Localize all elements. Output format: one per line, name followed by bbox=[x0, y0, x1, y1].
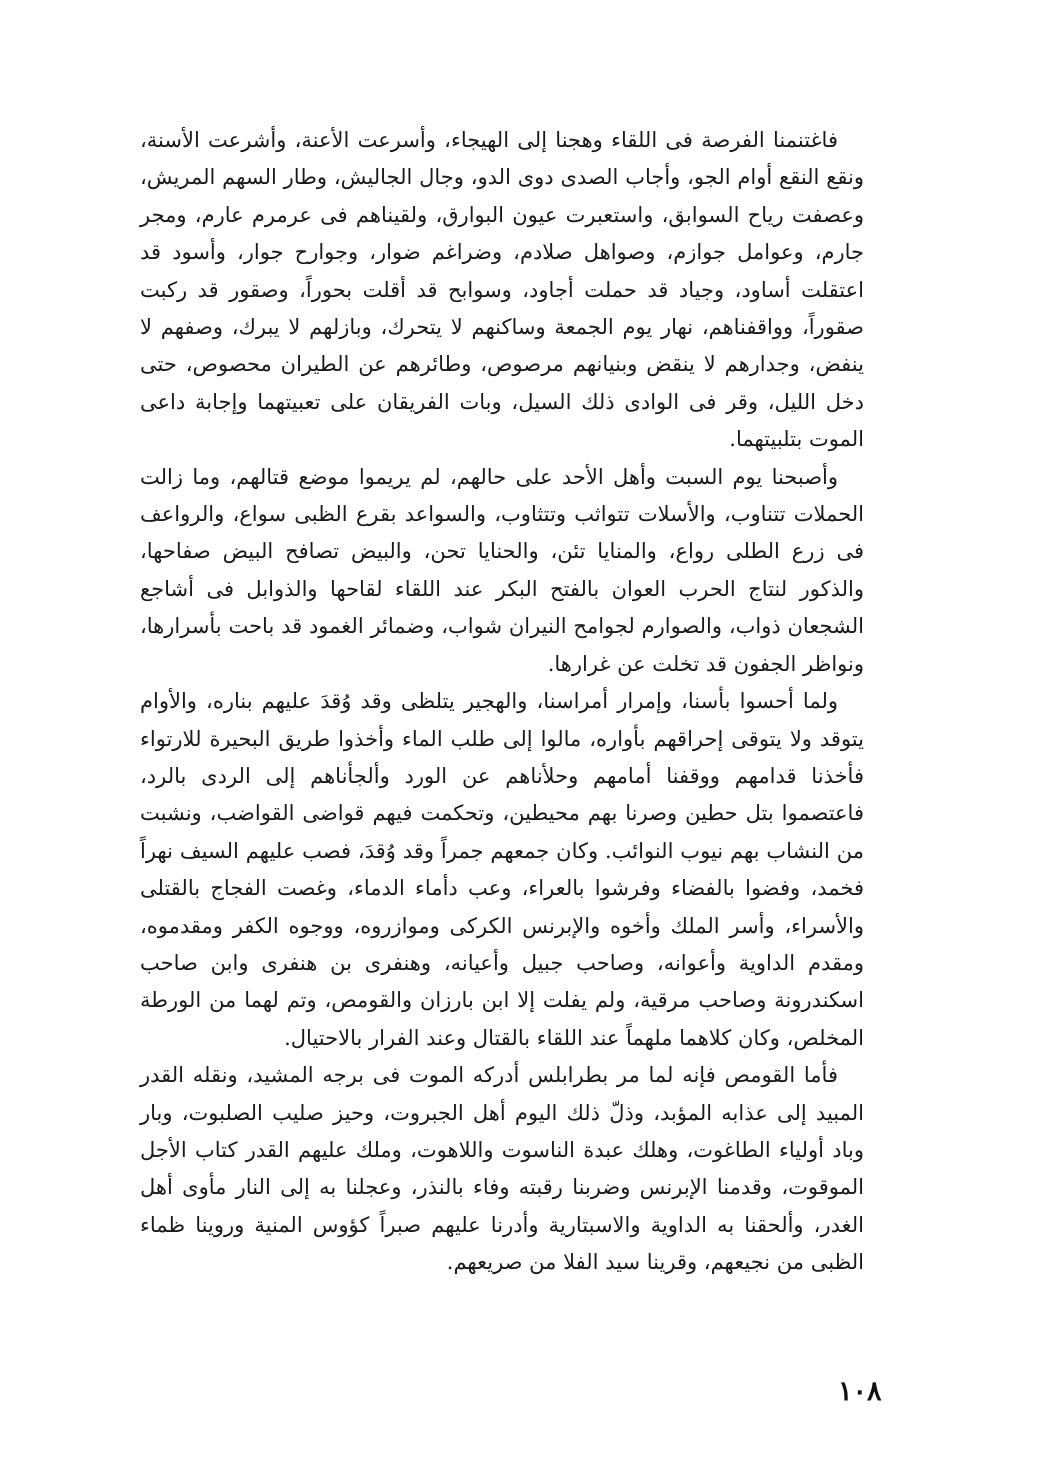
paragraph-1: فاغتنمنا الفرصة فى اللقاء وهجنا إلى الهيجاء، وأسرعت الأعنة، وأشرعت الأسنة، ونقع النقع أوام الجو، وأجاب الصدى دوى الدو، وجال الجاليش، وطار السهم المريش، وعصفت رياح السوابق، واستعبرت عيون البوارق، ولقيناهم فى عرمرم عارم، ومجر جارم، وعوامل جوازم، وصواهل صلادم، وضراغم ضوار، وجوارح جوار، وأسود قد اعتقلت أساود، وجياد قد حملت أجاود، وسوابح قد أقلت بحوراً، وصقور قد ركبت صقوراً، وواقفناهم، نهار يوم الجمعة وساكنهم لا يتحرك، وبازلهم لا يبرك، وصفهم لا ينفض، وجدارهم لا ينقض وبنيانهم مرصوص، وطائرهم عن الطيران محصوص، حتى دخل الليل، وقر فى الوادى ذلك السيل، وبات الفريقان على تعبيتهما وإجابة داعى الموت بتلبيتهما. bbox=[140, 128, 864, 452]
body-text bbox=[140, 122, 864, 1282]
paragraph-3: ولما أحسوا بأسنا، وإمرار أمراسنا، والهجير يتلظى وقد وُقدَ عليهم بناره، والأوام يتوقد ولا يتوقى إحراقهم بأواره، مالوا إلى طلب الماء وأخذوا طريق البحيرة للارتواء فأخذنا قدامهم ووقفنا أمامهم وحلأناهم عن الورد وألجأناهم إلى الردى بالرد، فاعتصموا بتل حطين وصرنا بهم محيطين، وتحكمت فيهم قواضى القواضب، ونشبت من النشاب بهم نيوب النوائب. وكان جمعهم جمراً وقد وُقدَ، فصب عليهم السيف نهراً فخمد، وفضوا بالفضاء وفرشوا بالعراء، وعب دأماء الدماء، وغصت الفجاج بالقتلى والأسراء، وأسر الملك وأخوه والإبرنس الكركى وموازروه، ووجوه الكفر ومقدموه، ومقدم الداوية وأعوانه، وصاحب جبيل وأعيانه، وهنفرى بن هنفرى وابن صاحب اسكندرونة وصاحب مرقية، ولم يفلت إلا ابن بارزان والقومص، وتم لهما من الورطة المخلص، وكان كلاهما ملهماً عند اللقاء بالقتال وعند الفرار بالاحتيال. bbox=[140, 689, 865, 1050]
paragraph-4: فأما القومص فإنه لما مر بطرابلس أدركه الموت فى برجه المشيد، ونقله القدر المبيد إلى عذابه المؤبد، وذلّ ذلك اليوم أهل الجبروت، وحيز صليب الصلبوت، وبار وباد أولياء الطاغوت، وهلك عبدة الناسوت واللاهوت، وملك عليهم القدر كتاب الأجل الموقوت، وقدمنا الإبرنس وضربنا رقبته وفاء بالنذر، وعجلنا به إلى النار مأوى أهل الغدر، وألحقنا به الداوية والاسبتارية وأدرنا عليهم صبراً كؤوس المنية وروينا ظماء الظبى من نجيعهم، وقرينا سيد الفلا من صريعهم. bbox=[140, 1063, 864, 1275]
paragraph-2: وأصبحنا يوم السبت وأهل الأحد على حالهم، لم يريموا موضع قتالهم، وما زالت الحملات تتناوب، والأسلات تتواثب وتتثاوب، والسواعد بقرع الظبى سواع، والرواعف فى زرع الطلى رواع، والمنايا تئن، والحنايا تحن، والبيض تصافح البيض صفاحها، والذكور لنتاج الحرب العوان بالفتح البكر عند اللقاء لقاحها والذوابل فى أشاجع الشجعان ذواب، والصوارم لجوامح النيران شواب، وضمائر الغمود قد باحت بأسرارها، ونواظر الجفون قد تخلت عن غرارها. bbox=[140, 464, 864, 676]
page-number: ١٠٨ bbox=[838, 1376, 882, 1407]
